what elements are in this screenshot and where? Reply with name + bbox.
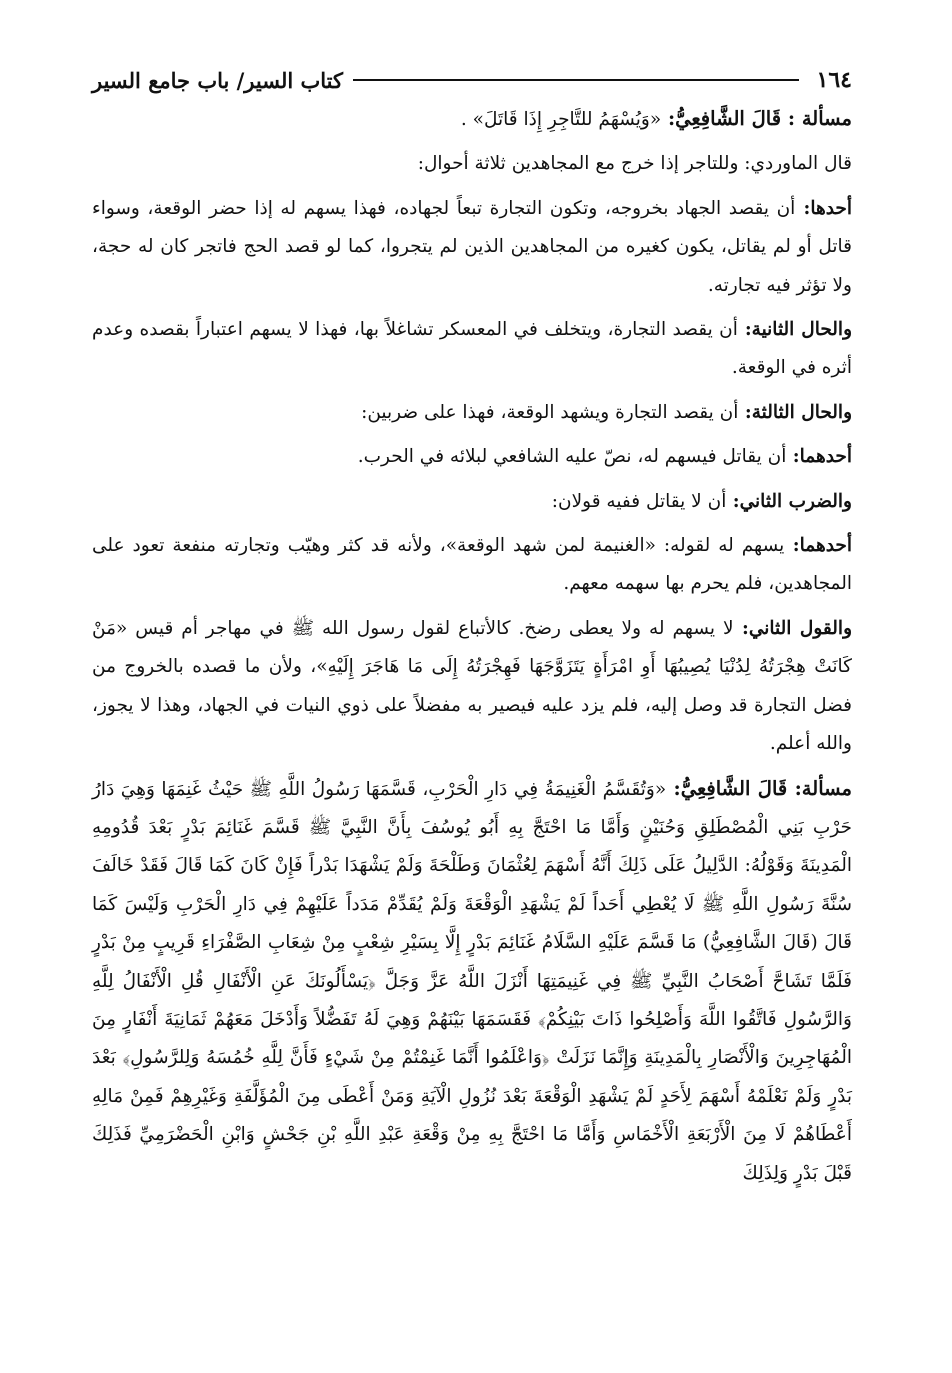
paragraph [92, 311, 852, 388]
paragraph [92, 190, 852, 305]
paragraph [92, 483, 852, 521]
paragraph-lead: والحال الثالثة: [738, 401, 852, 423]
paragraph [92, 770, 852, 1193]
paragraph-lead: مسألة : قَالَ الشَّافِعِيُّ: [661, 107, 852, 130]
paragraph-lead: أحدهما: [784, 535, 852, 557]
document-page [92, 60, 852, 1340]
paragraph-text: أن يقصد التجارة ويشهد الوقعة، فهذا على ضربين: [361, 401, 739, 423]
paragraph-text: قال الماوردي: وللتاجر إذا خرج مع المجاهدين ثلاثة أحوال: [417, 153, 852, 175]
paragraph-text: أن لا يقاتل ففيه قولان: [551, 490, 727, 512]
paragraph [92, 438, 852, 476]
paragraph-text: لا يسهم له ولا يعطى رضخ. كالأتباع لقول رسول الله ﷺ في مهاجر أم قيس «مَنْ كَانَتْ هِجْرَتُهُ لِدُنْيَا يُصِيبُهَا أَوِ امْرَأَةٍ يَتَزَوَّجَهَا فَهِجْرَتُهُ إِلَى مَا هَاجَرَ إِلَيْهِ»، ولأن ما قصده بالخروج من فضل التجارة قد وصل إليه، فلم يزد عليه فيصير به مفضلاً على ذوي النيات في الجهاد، وهذا لا يجوز، والله أعلم. [92, 617, 852, 755]
paragraph-text: «وَتُقَسَّمُ الْغَنِيمَةُ فِي دَارِ الْحَرْبِ، قَسَّمَهَا رَسُولُ اللَّهِ ﷺ حَيْثُ غَنِمَهَا وَهِيَ دَارُ حَرْبِ بَنِي الْمُصْطَلِقِ وَحُنَيْنٍ وَأَمَّا مَا احْتَجَّ بِهِ أَبُو يُوسُفَ بِأَنَّ النَّبِيَّ ﷺ قَسَّمَ غَنَائِمَ بَدْرٍ بَعْدَ قُدُومِهِ الْمَدِينَةَ وَقَوْلُهُ: الدَّلِيلُ عَلَى ذَلِكَ أَنَّهُ أَسْهَمَ لِعُثْمَانَ وَطَلْحَةَ وَلَمْ يَشْهَدَا بَدْراً فَإِنْ كَانَ كَمَا قَالَ فَقَدْ خَالَفَ سُنَّةَ رَسُولِ اللَّهِ ﷺ لَا يُعْطِي أَحَداً لَمْ يَشْهَدِ الْوَقْعَةَ وَلَمْ يُقَدِّمْ مَدَداً عَلَيْهِمْ فِي دَارِ الْحَرْبِ وَلَيْسَ كَمَا قَالَ (قَالَ الشَّافِعِيُّ) مَا قَسَّمَ عَلَيْهِ السَّلَامُ غَنَائِمَ بَدْرٍ إِلَّا بِسَيْرِ شِعْبٍ مِنْ شِعَابِ الصَّفْرَاءِ قَرِيبٍ مِنْ بَدْرٍ فَلَمَّا تَشَاحَّ أَصْحَابُ النَّبِيِّ ﷺ فِي غَنِيمَتِهَا أَنْزَلَ اللَّهُ عَزَّ وَجَلَّ ﴿يَسْأَلُونَكَ عَنِ الْأَنْفَالِ قُلِ الْأَنْفَالُ لِلَّهِ وَالرَّسُولِ فَاتَّقُوا اللَّهَ وَأَصْلِحُوا ذَاتَ بَيْنِكُمْ﴾ فَقَسَمَهَا بَيْنَهُمْ وَهِيَ لَهُ تَفَضُّلاً وَأَدْخَلَ مَعَهُمْ ثَمَانِيَةَ أَنْفَارٍ مِنَ الْمُهَاجِرِينَ وَالْأَنْصَارِ بِالْمَدِينَةِ وَإِنَّمَا نَزَلَتْ ﴿وَاعْلَمُوا أَنَّمَا غَنِمْتُمْ مِنْ شَيْءٍ فَأَنَّ لِلَّهِ خُمُسَهُ وَلِلرَّسُولِ﴾ بَعْدَ بَدْرٍ وَلَمْ نَعْلَمْهُ أَسْهَمَ لِأَحَدٍ لَمْ يَشْهَدِ الْوَقْعَةَ بَعْدَ نُزُولِ الْآيَةِ وَمَنْ أَعْطَى مِنَ الْمُؤَلَّفَةِ وَغَيْرِهِمْ فَمِنْ مَالِهِ أَعْطَاهُمْ لَا مِنَ الْأَرْبَعَةِ الْأَخْمَاسِ وَأَمَّا مَا احْتَجَّ بِهِ مِنْ وَقْعَةِ عَبْدِ اللَّهِ بْنِ جَحْشٍ وَابْنِ الْحَضْرَمِيِّ فَذَلِكَ قَبْلَ بَدْرٍ وَلِذَلِكَ [92, 778, 852, 1184]
paragraph [92, 527, 852, 604]
paragraph [92, 100, 852, 139]
paragraph-text: «وَيُسْهَمُ للتَّاجِرِ إِذَا قَاتَلَ» . [460, 109, 662, 130]
running-title: كتاب السير/ باب جامع السير [92, 67, 344, 93]
paragraph-lead: والضرب الثاني: [726, 490, 852, 512]
paragraph-text: يسهم له لقوله: «الغنيمة لمن شهد الوقعة»، ولأنه قد كثر وهيّب وتجارته منفعة تعود على المجاهدين، فلم يحرم بها سهمه معهم. [92, 535, 852, 595]
paragraph-lead: والحال الثانية: [737, 319, 852, 341]
paragraph [92, 394, 852, 432]
paragraph-text: أن يقصد الجهاد بخروجه، وتكون التجارة تبعاً لجهاده، فهذا يسهم له إذا حضر الوقعة، وسواء قاتل أو لم يقاتل، يكون كغيره من المجاهدين الذين لم يتجروا، كما لو قصد الحج فاتجر كان له حجة، ولا تؤثر فيه تجارته. [92, 197, 852, 296]
paragraph-lead: أحدها: [795, 197, 852, 219]
paragraph [92, 610, 852, 764]
page-number: ١٦٤ [816, 67, 852, 93]
page-header [92, 60, 852, 100]
header-rule [353, 79, 799, 81]
page-body [92, 100, 852, 1193]
paragraph-text: أن يقصد التجارة، ويتخلف في المعسكر تشاغلاً بها، فهذا لا يسهم اعتباراً بقصده وعدم أثره في الوقعة. [92, 319, 852, 379]
paragraph-text: أن يقاتل فيسهم له، نصّ عليه الشافعي لبلائه في الحرب. [357, 446, 787, 468]
paragraph-lead: مسألة: قَالَ الشَّافِعِيُّ: [666, 776, 852, 800]
paragraph-lead: أحدهما: [786, 446, 852, 468]
paragraph [92, 145, 852, 183]
paragraph-lead: والقول الثاني: [733, 617, 852, 639]
